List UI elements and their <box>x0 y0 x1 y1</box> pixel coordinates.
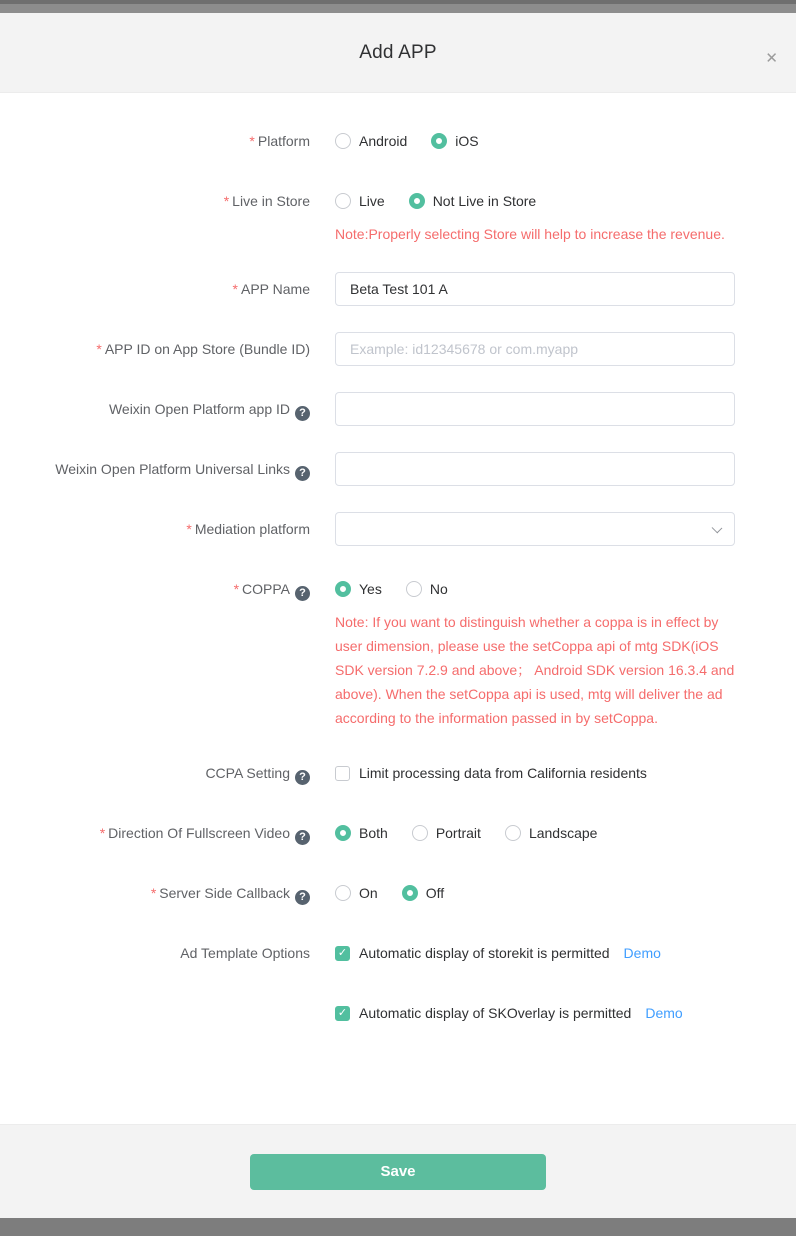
coppa-radio-no[interactable]: No <box>406 581 448 597</box>
storekit-demo-link[interactable]: Demo <box>623 945 661 961</box>
required-asterisk: * <box>249 133 255 149</box>
radio-selected-icon <box>409 193 425 209</box>
form-row-platform <box>0 124 796 158</box>
platform-radio-ios[interactable]: iOS <box>431 133 478 149</box>
ad-template-label: Ad Template Options <box>180 945 310 961</box>
form-row-mediation-platform <box>0 512 796 546</box>
form-row-app-name <box>0 272 796 306</box>
platform-label: * Platform <box>249 133 310 149</box>
save-button[interactable]: Save <box>250 1154 546 1190</box>
modal-title: Add APP <box>359 41 437 63</box>
form-row-weixin-universal-links <box>0 452 796 486</box>
coppa-radio-yes[interactable]: Yes <box>335 581 382 597</box>
server-callback-radio-group <box>335 876 735 910</box>
live-in-store-note: Note:Properly selecting Store will help to increase the revenue. <box>335 226 725 242</box>
page-background-bottom <box>0 1218 796 1236</box>
platform-radio-group <box>335 124 735 158</box>
coppa-note: Note: If you want to distinguish whether a coppa is in effect by user dimension, please use the setCoppa api of mtg SDK(iOS SDK version 7.2.9 and above； Android SDK version 16.3.4 and above). When the setCoppa api is used, mtg will deliver the ad according to the information passed in by setCoppa. <box>335 614 735 726</box>
required-asterisk: * <box>99 825 106 841</box>
app-id-label: * APP ID on App Store (Bundle ID) <box>96 341 310 357</box>
required-asterisk: * <box>233 581 240 597</box>
close-icon[interactable]: ✕ <box>765 50 778 67</box>
form-row-ccpa <box>0 756 796 790</box>
live-in-store-radio-group <box>335 184 735 218</box>
radio-selected-icon <box>402 885 418 901</box>
coppa-radio-group <box>335 572 735 606</box>
ccpa-label: CCPA Setting ? <box>0 756 310 790</box>
server-callback-radio-off[interactable]: Off <box>402 885 444 901</box>
checkbox-checked-icon: ✓ <box>335 1006 350 1021</box>
direction-label: * Direction Of Fullscreen Video ? <box>0 816 310 850</box>
form-row-direction <box>0 816 796 850</box>
help-icon[interactable]: ? <box>295 830 310 845</box>
live-radio-live[interactable]: Live <box>335 193 385 209</box>
server-callback-label: * Server Side Callback ? <box>0 876 310 910</box>
radio-selected-icon <box>335 581 351 597</box>
storekit-checkbox[interactable]: ✓ Automatic display of storekit is permitted <box>335 945 610 961</box>
radio-icon <box>406 581 422 597</box>
spacer <box>335 970 735 996</box>
radio-icon <box>335 885 351 901</box>
live-in-store-label: * Live in Store <box>223 193 310 209</box>
form-row-weixin-app-id <box>0 392 796 426</box>
direction-radio-group <box>335 816 735 850</box>
modal-footer <box>0 1124 796 1218</box>
checkbox-icon <box>335 766 350 781</box>
app-name-label: * APP Name <box>232 281 310 297</box>
help-icon[interactable]: ? <box>295 406 310 421</box>
modal-body <box>0 93 796 1124</box>
radio-selected-icon <box>431 133 447 149</box>
required-asterisk: * <box>150 885 157 901</box>
server-callback-radio-on[interactable]: On <box>335 885 378 901</box>
radio-icon <box>335 193 351 209</box>
form-row-app-id <box>0 332 796 366</box>
required-asterisk: * <box>186 521 192 537</box>
form-row-server-callback <box>0 876 796 910</box>
skoverlay-checkbox[interactable]: ✓ Automatic display of SKOverlay is permitted <box>335 1005 631 1021</box>
form-row-live-in-store <box>0 184 796 246</box>
live-radio-not-live[interactable]: Not Live in Store <box>409 193 537 209</box>
form-row-ad-template <box>0 936 796 1030</box>
form-row-coppa <box>0 572 796 730</box>
direction-radio-both[interactable]: Both <box>335 825 388 841</box>
radio-icon <box>412 825 428 841</box>
modal-header <box>0 13 796 93</box>
weixin-universal-links-input[interactable] <box>335 452 735 486</box>
app-name-input[interactable] <box>335 272 735 306</box>
help-icon[interactable]: ? <box>295 586 310 601</box>
weixin-universal-links-label: Weixin Open Platform Universal Links ? <box>0 452 310 486</box>
checkbox-checked-icon: ✓ <box>335 946 350 961</box>
help-icon[interactable]: ? <box>295 770 310 785</box>
required-asterisk: * <box>96 341 102 357</box>
required-asterisk: * <box>232 281 238 297</box>
app-id-input[interactable] <box>335 332 735 366</box>
skoverlay-demo-link[interactable]: Demo <box>645 1005 683 1021</box>
platform-radio-android[interactable]: Android <box>335 133 407 149</box>
chevron-down-icon <box>712 523 723 534</box>
required-asterisk: * <box>223 193 230 209</box>
weixin-app-id-label: Weixin Open Platform app ID ? <box>0 392 310 426</box>
direction-radio-landscape[interactable]: Landscape <box>505 825 598 841</box>
coppa-label: * COPPA ? <box>0 572 310 730</box>
help-icon[interactable]: ? <box>295 466 310 481</box>
radio-icon <box>335 133 351 149</box>
help-icon[interactable]: ? <box>295 890 310 905</box>
radio-selected-icon <box>335 825 351 841</box>
mediation-platform-label: * Mediation platform <box>186 521 310 537</box>
page-background-top <box>0 4 796 13</box>
mediation-platform-select[interactable] <box>335 512 735 546</box>
weixin-app-id-input[interactable] <box>335 392 735 426</box>
radio-icon <box>505 825 521 841</box>
direction-radio-portrait[interactable]: Portrait <box>412 825 481 841</box>
ccpa-checkbox[interactable]: Limit processing data from California residents <box>335 765 647 781</box>
